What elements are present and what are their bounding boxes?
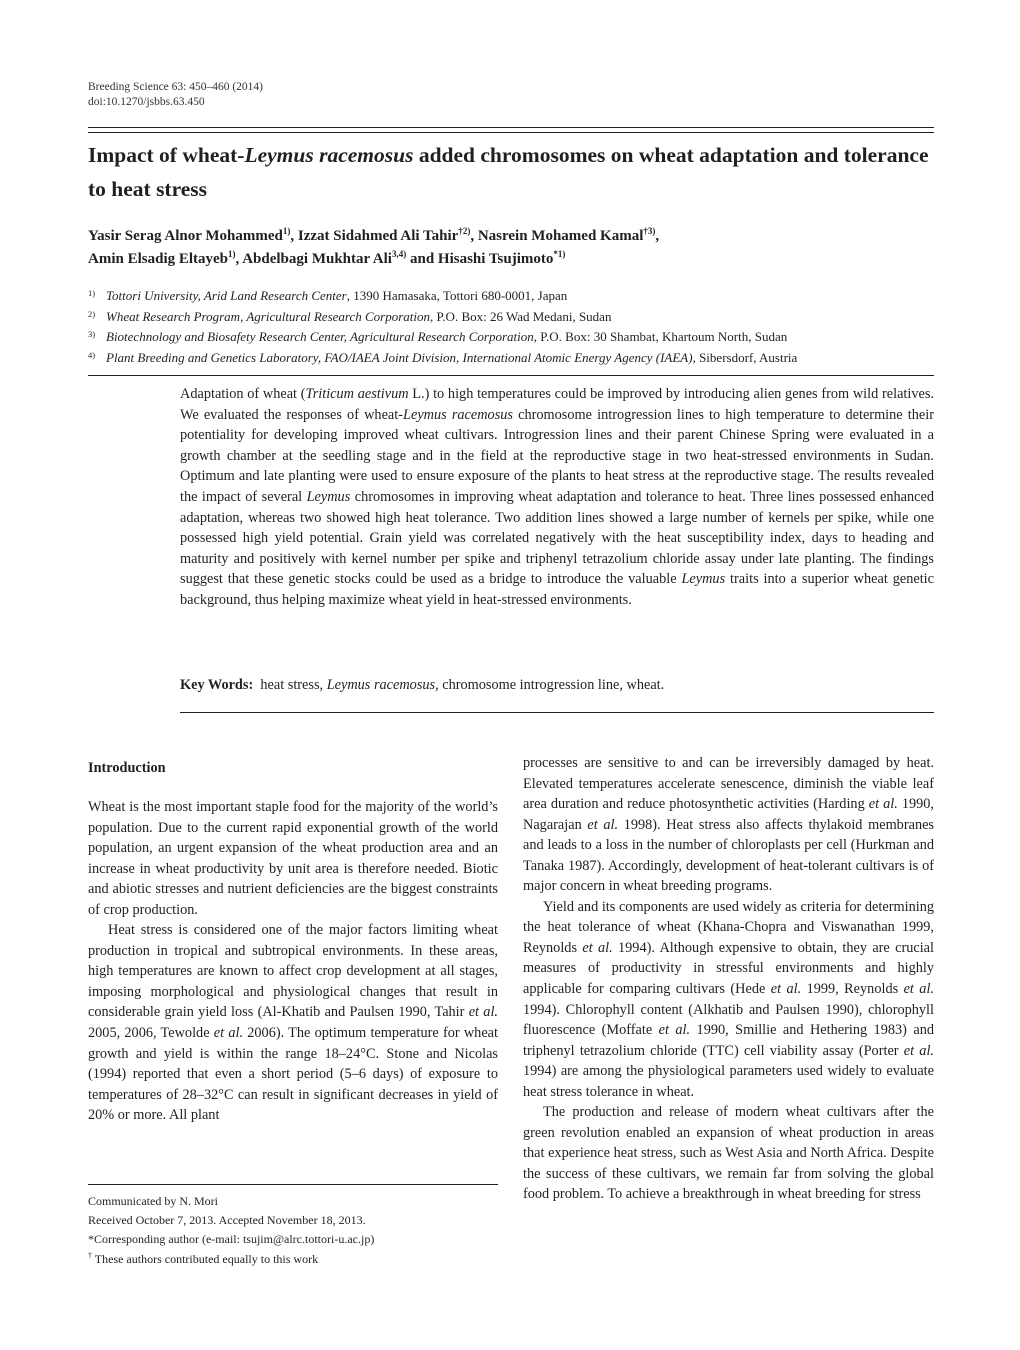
- section-heading-introduction: Introduction: [88, 760, 166, 776]
- title-italic: Leymus racemosus: [244, 143, 414, 167]
- abstract: [180, 384, 934, 611]
- author-name: Nasrein Mohamed Kamal: [477, 228, 644, 244]
- body-paragraph: [523, 753, 934, 897]
- abstract-species: Leymus: [306, 488, 351, 505]
- citation-etal: et al.: [868, 796, 898, 813]
- right-column: [523, 753, 934, 1205]
- author-affiliation-mark: 1): [282, 226, 291, 236]
- author-separator: ,: [235, 251, 243, 267]
- affiliation-number: 2): [88, 308, 96, 319]
- footnote-received: Received October 7, 2013. Accepted November 18, 2013.: [88, 1213, 366, 1228]
- author-name: Amin Elsadig Eltayeb: [88, 251, 229, 267]
- body-text: 1994). Although expensive to obtain, they are crucial measures of productivity in stressful environments and highly applicable for comparing cultivars (Hede: [523, 939, 934, 998]
- body-paragraph: [523, 897, 934, 1102]
- dagger-mark: †: [88, 1250, 92, 1260]
- affiliation-item: [88, 327, 934, 348]
- affiliation-institution: Tottori University, Arid Land Research Center: [106, 288, 347, 303]
- affiliation-item: [88, 348, 934, 369]
- footnote-communicated: Communicated by N. Mori: [88, 1194, 218, 1208]
- keywords-text: , chromosome introgression line, wheat.: [435, 677, 665, 693]
- title-part1: Impact of wheat-: [88, 143, 245, 167]
- author-separator: and: [406, 251, 438, 267]
- author-affiliation-mark: *1): [553, 249, 566, 259]
- body-paragraph: Wheat is the most important staple food for the majority of the world’s population. Due to the current rapid exponential growth of the world population, an urgent expansion of the wheat production area and an increase in wheat productivity by unit area is therefore needed. Biotic and abiotic stresses and nutrient deficiencies are the biggest constraints of crop production.: [88, 799, 498, 918]
- author-affiliation-mark: 1): [228, 249, 236, 259]
- author-affiliation-mark: 3,4): [391, 249, 407, 259]
- author-list: [88, 225, 934, 271]
- abstract-text: Adaptation of wheat (: [180, 386, 306, 402]
- affiliation-address: , P.O. Box: 30 Shambat, Khartoum North, Sudan: [533, 329, 788, 344]
- affiliation-address: , Sibersdorf, Austria: [692, 349, 798, 365]
- author-separator: ,: [290, 228, 298, 244]
- body-text: 1990, Smillie and Hethering 1983) and triphenyl tetrazolium chloride (TTC) cell viability assay (Porter: [523, 1022, 934, 1059]
- paper-title: [88, 138, 934, 206]
- footnote-corresponding: *Corresponding author (e-mail: tsujim@alrc.tottori-u.ac.jp): [88, 1232, 375, 1247]
- author-affiliation-mark: †3): [643, 226, 656, 236]
- citation-etal: et al.: [582, 939, 613, 956]
- affiliation-address: , P.O. Box: 26 Wad Medani, Sudan: [430, 308, 612, 324]
- abstract-text: chromosomes in improving wheat adaptation and tolerance to heat. Three lines possessed enhanced adaptation, whereas two showed high heat tolerance. Two addition lines showed a large number of kernels per spike, while one possessed high yield potential. Grain yield was correlated negatively with the heat susceptibility index, days to heading and maturity and positively with kernel number per spike and triphenyl tetrazolium chloride assay under late planting. The findings suggest that these genetic stocks could be used as a bridge to introduce the valuable: [180, 488, 934, 588]
- corresponding-author-name: Hisashi Tsujimoto: [437, 251, 554, 267]
- citation-etal: et al.: [468, 1004, 498, 1021]
- body-text: 2006). The optimum temperature for wheat growth and yield is within the range 18–24°C. Stone and Nicolas (1994) reported that even a short period (5–6 days) of exposure to temperatures of 28–32°C can result in significant decreases in yield of 20% or more. All plant: [88, 1025, 498, 1124]
- abstract-text: traits into a superior wheat genetic background, thus helping maximize wheat yield in heat-stressed environments.: [180, 571, 934, 608]
- left-column: [88, 758, 498, 1126]
- affiliation-number: 4): [88, 349, 96, 360]
- footnote-dagger-text: These authors contributed equally to this work: [92, 1251, 319, 1266]
- affiliation-item: [88, 307, 934, 328]
- body-text: processes are sensitive to and can be irreversibly damaged by heat. Elevated temperatures accelerate senescence, diminish the viable leaf area duration and reduce photosynthetic activities (Harding: [523, 755, 934, 813]
- author-separator: ,: [655, 228, 660, 244]
- footnote-dagger: [88, 1250, 498, 1269]
- citation-etal: et al.: [213, 1025, 244, 1042]
- body-text: 1990, Nagarajan: [523, 796, 934, 833]
- journal-citation: Breeding Science 63: 450–460 (2014): [88, 81, 264, 93]
- abstract-species: Leymus racemosus: [403, 406, 513, 423]
- keywords-species: Leymus racemosus: [326, 677, 436, 693]
- body-paragraph: [88, 920, 498, 1125]
- author-name: Izzat Sidahmed Ali Tahir: [297, 228, 459, 244]
- affiliation-rule: [88, 375, 934, 376]
- affiliation-institution: Biotechnology and Biosafety Research Center, Agricultural Research Corporation: [106, 329, 534, 344]
- body-text: 2005, 2006, Tewolde: [88, 1025, 214, 1042]
- citation-etal: et al.: [658, 1022, 691, 1039]
- affiliation-number: 3): [88, 329, 96, 339]
- citation-etal: et al.: [903, 981, 934, 998]
- abstract-text: L.) to high temperatures could be improved by introducing alien genes from wild relatives. We evaluated the responses of wheat-: [180, 386, 935, 423]
- body-paragraph: The production and release of modern wheat cultivars after the green revolution enabled an expansion of wheat production in areas that experience heat stress, such as West Asia and North Africa. Despite the success of these cultivars, we remain far from solving the global food problem. To achieve a breakthrough in wheat breeding for stress: [523, 1104, 934, 1203]
- author-separator: ,: [470, 228, 478, 244]
- affiliations: [88, 286, 934, 368]
- title-rule: [88, 127, 934, 133]
- keywords: [180, 675, 934, 695]
- affiliation-institution: Plant Breeding and Genetics Laboratory, FAO/IAEA Joint Division, International Atomic Energy Agency (IAEA): [106, 349, 693, 365]
- affiliation-address: , 1390 Hamasaka, Tottori 680-0001, Japan: [346, 288, 568, 303]
- body-text: 1998). Heat stress also affects thylakoid membranes and leads to a loss in the number of chloroplasts per cell (Hurkman and Tanaka 1987). Accordingly, development of heat-tolerant cultivars is of major concern in wheat breeding programs.: [523, 816, 934, 895]
- footnotes: [88, 1192, 498, 1269]
- affiliation-number: 1): [88, 288, 96, 298]
- affiliation-institution: Wheat Research Program, Agricultural Research Corporation: [106, 308, 431, 324]
- body-text: 1994) are among the physiological parameters used widely to evaluate heat stress tolerance in wheat.: [523, 1063, 934, 1100]
- author-name: Yasir Serag Alnor Mohammed: [88, 228, 283, 244]
- body-text: 1999, Reynolds: [801, 981, 904, 998]
- body-text: 1994). Chlorophyll content (Alkhatib and Paulsen 1990), chlorophyll fluorescence (Moffate: [523, 1001, 934, 1039]
- title-part2: added chromosomes on wheat adaptation and tolerance to heat stress: [88, 143, 929, 201]
- citation-etal: et al.: [770, 981, 802, 998]
- citation-etal: et al.: [587, 816, 619, 833]
- abstract-text: chromosome introgression lines to high temperature to determine their potentiality for developing improved wheat cultivars. Introgression lines and their parent Chinese Spring were evaluated in a growth chamber at the seedling stage and in the field at the reproductive stage in two heat-stressed environments in Sudan. Optimum and late planting were used to ensure exposure of the plants to heat stress at the reproductive stage. The results revealed the impact of several: [180, 406, 934, 505]
- body-text: Yield and its components are used widely as criteria for determining the heat tolerance of wheat (Khana-Chopra and Viswanathan 1999, Reynolds: [523, 898, 934, 956]
- abstract-species: Leymus: [681, 571, 726, 588]
- author-name: Abdelbagi Mukhtar Ali: [242, 251, 392, 267]
- journal-header: [88, 80, 263, 110]
- journal-doi[interactable]: doi:10.1270/jsbbs.63.450: [88, 96, 205, 108]
- keywords-text: heat stress,: [260, 677, 327, 693]
- abstract-rule: [180, 712, 934, 713]
- footnote-rule: [88, 1184, 498, 1185]
- body-text: Heat stress is considered one of the major factors limiting wheat production in tropical and subtropical environments. In these areas, high temperatures are known to affect crop development at all stages, imposing morphological and physiological changes that result in considerable grain yield loss (Al-Khatib and Paulsen 1990, Tahir: [88, 922, 498, 1021]
- citation-etal: et al.: [903, 1042, 934, 1059]
- abstract-species: Triticum aestivum: [305, 386, 409, 402]
- affiliation-item: [88, 286, 934, 307]
- keywords-label: Key Words:: [180, 677, 254, 693]
- author-affiliation-mark: †2): [458, 226, 471, 236]
